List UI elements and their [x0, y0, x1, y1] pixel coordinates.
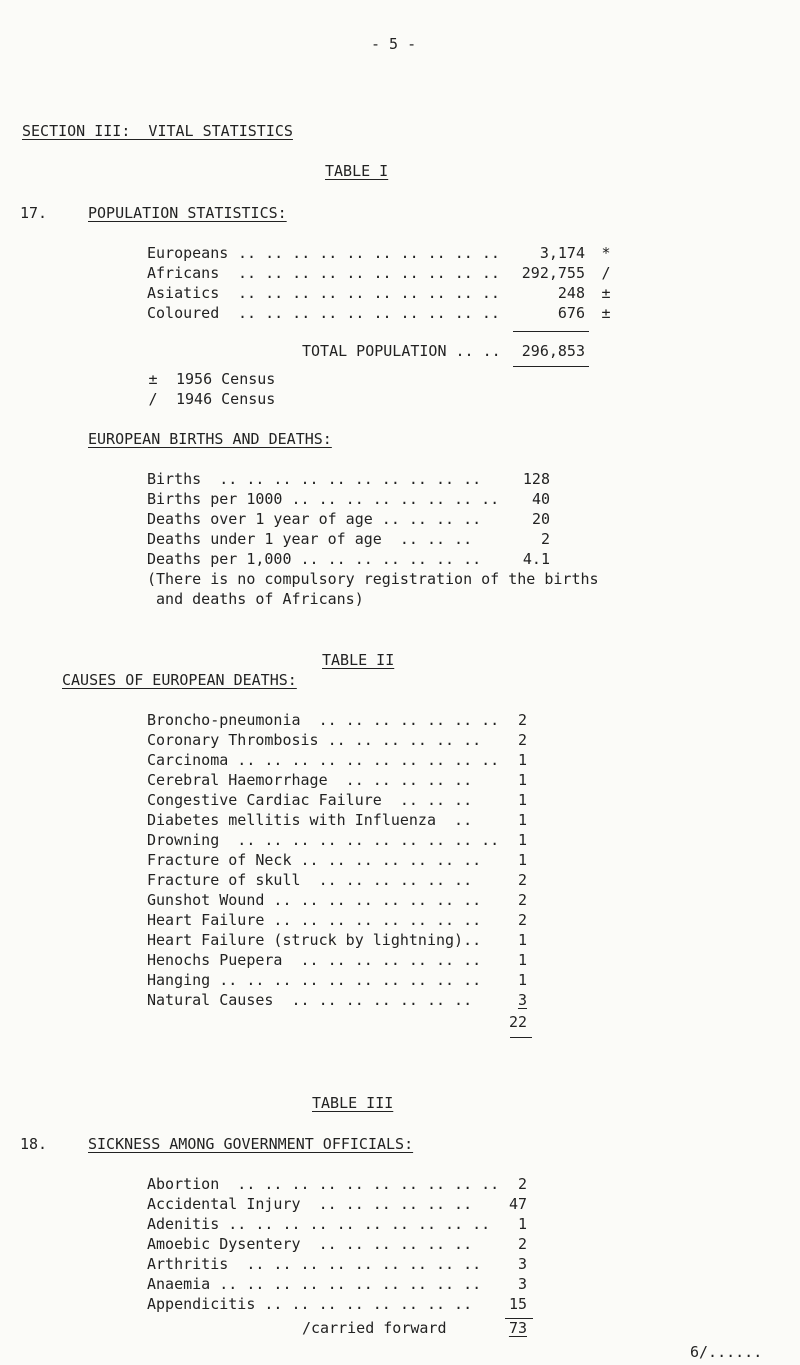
- table1-heading: POPULATION STATISTICS:: [88, 204, 287, 222]
- note-mark: /: [148, 390, 158, 408]
- row-value: 3: [517, 991, 527, 1009]
- row-value: 2: [517, 911, 527, 929]
- row-value: 2: [517, 1175, 527, 1193]
- footnote-mark: ±: [601, 304, 611, 322]
- row-label: Coloured: [147, 304, 220, 322]
- causes-total-rule: [510, 1037, 532, 1038]
- row-label: Accidental Injury .. .. .. .. .. ..: [147, 1195, 473, 1213]
- row-label: Diabetes mellitis with Influenza ..: [147, 811, 473, 829]
- row-label: Congestive Cardiac Failure .. .. ..: [147, 791, 473, 809]
- footnote-mark: ±: [601, 284, 611, 302]
- census-note: 1956 Census: [176, 370, 276, 388]
- footnote-mark: /: [601, 264, 611, 282]
- total-value: 296,853: [521, 342, 585, 360]
- row-label: Anaemia .. .. .. .. .. .. .. .. .. ..: [147, 1275, 482, 1293]
- row-value: 4.1: [522, 550, 550, 568]
- row-label: Amoebic Dysentery .. .. .. .. .. ..: [147, 1235, 473, 1253]
- row-label: Heart Failure (struck by lightning)..: [147, 931, 482, 949]
- row-label: Adenitis .. .. .. .. .. .. .. .. .. ..: [147, 1215, 491, 1233]
- census-note: 1946 Census: [176, 390, 276, 408]
- row-value: 3: [517, 1275, 527, 1293]
- row-value: 676: [557, 304, 585, 322]
- row-value: 1: [517, 791, 527, 809]
- leader-dots: .. .. .. .. .. .. .. .. .. ..: [238, 264, 500, 282]
- row-value: 2: [517, 891, 527, 909]
- causes-total: 22: [508, 1013, 527, 1031]
- row-label: Deaths over 1 year of age .. .. .. ..: [147, 510, 482, 528]
- row-value: 1: [517, 751, 527, 769]
- births-deaths-heading: EUROPEAN BIRTHS AND DEATHS:: [88, 430, 332, 448]
- row-value: 3,174: [539, 244, 585, 262]
- row-value: 248: [557, 284, 585, 302]
- table3-caption: TABLE III: [312, 1094, 394, 1112]
- row-value: 20: [531, 510, 550, 528]
- registration-note: and deaths of Africans): [147, 590, 364, 608]
- table1-caption: TABLE I: [325, 162, 389, 180]
- table1-item-no: 17.: [20, 204, 48, 222]
- row-label: Asiatics: [147, 284, 220, 302]
- row-value: 2: [517, 871, 527, 889]
- leader-dots: .. .. .. .. .. .. .. .. .. ..: [238, 244, 500, 262]
- note-mark: ±: [148, 370, 158, 388]
- row-label: Europeans: [147, 244, 229, 262]
- row-value: 292,755: [521, 264, 585, 282]
- row-value: 2: [540, 530, 550, 548]
- row-value: 2: [517, 731, 527, 749]
- row-value: 1: [517, 931, 527, 949]
- row-label: Births per 1000 .. .. .. .. .. .. .. ..: [147, 490, 500, 508]
- row-label: Cerebral Haemorrhage .. .. .. .. ..: [147, 771, 473, 789]
- row-label: Abortion .. .. .. .. .. .. .. .. .. ..: [147, 1175, 500, 1193]
- row-label: Arthritis .. .. .. .. .. .. .. .. ..: [147, 1255, 482, 1273]
- row-label: Africans: [147, 264, 220, 282]
- row-label: Coronary Thrombosis .. .. .. .. .. ..: [147, 731, 482, 749]
- row-label: Broncho-pneumonia .. .. .. .. .. .. ..: [147, 711, 500, 729]
- row-value: 15: [508, 1295, 527, 1313]
- row-value: 1: [517, 971, 527, 989]
- row-value: 2: [517, 1235, 527, 1253]
- leader-dots: .. .. .. .. .. .. .. .. .. ..: [238, 284, 500, 302]
- row-label: Deaths per 1,000 .. .. .. .. .. .. ..: [147, 550, 482, 568]
- row-value: 1: [517, 811, 527, 829]
- row-label: Appendicitis .. .. .. .. .. .. .. ..: [147, 1295, 473, 1313]
- row-label: Carcinoma .. .. .. .. .. .. .. .. .. ..: [147, 751, 500, 769]
- row-value: 1: [517, 851, 527, 869]
- total-label: TOTAL POPULATION .. ..: [302, 342, 501, 360]
- row-label: Deaths under 1 year of age .. .. ..: [147, 530, 473, 548]
- table2-caption: TABLE II: [322, 651, 395, 669]
- carried-forward-value: 73: [508, 1319, 527, 1337]
- footnote-mark: *: [601, 244, 611, 262]
- row-label: Gunshot Wound .. .. .. .. .. .. .. ..: [147, 891, 482, 909]
- row-value: 3: [517, 1255, 527, 1273]
- row-label: Heart Failure .. .. .. .. .. .. .. ..: [147, 911, 482, 929]
- total-rule-bottom: [513, 366, 589, 367]
- row-value: 1: [517, 1215, 527, 1233]
- row-label: Fracture of skull .. .. .. .. .. ..: [147, 871, 473, 889]
- row-label: Hanging .. .. .. .. .. .. .. .. .. ..: [147, 971, 482, 989]
- registration-note: (There is no compulsory registration of the births: [147, 570, 599, 588]
- row-value: 1: [517, 951, 527, 969]
- row-value: 128: [522, 470, 550, 488]
- table3-heading: SICKNESS AMONG GOVERNMENT OFFICIALS:: [88, 1135, 414, 1153]
- row-label: Natural Causes .. .. .. .. .. .. ..: [147, 991, 473, 1009]
- row-label: Henochs Puepera .. .. .. .. .. .. ..: [147, 951, 482, 969]
- carried-forward-label: /carried forward: [302, 1319, 447, 1337]
- section-title: SECTION III: VITAL STATISTICS: [22, 122, 293, 140]
- row-value: 40: [531, 490, 550, 508]
- table3-item-no: 18.: [20, 1135, 48, 1153]
- row-value: 1: [517, 771, 527, 789]
- row-value: 47: [508, 1195, 527, 1213]
- row-label: Births .. .. .. .. .. .. .. .. .. ..: [147, 470, 482, 488]
- row-value: 2: [517, 711, 527, 729]
- page-number: - 5 -: [371, 35, 417, 53]
- continuation-marker: 6/......: [690, 1343, 763, 1361]
- table2-heading: CAUSES OF EUROPEAN DEATHS:: [62, 671, 297, 689]
- row-label: Fracture of Neck .. .. .. .. .. .. ..: [147, 851, 482, 869]
- row-value: 1: [517, 831, 527, 849]
- row-label: Drowning .. .. .. .. .. .. .. .. .. ..: [147, 831, 500, 849]
- leader-dots: .. .. .. .. .. .. .. .. .. ..: [238, 304, 500, 322]
- total-rule-top: [513, 331, 589, 332]
